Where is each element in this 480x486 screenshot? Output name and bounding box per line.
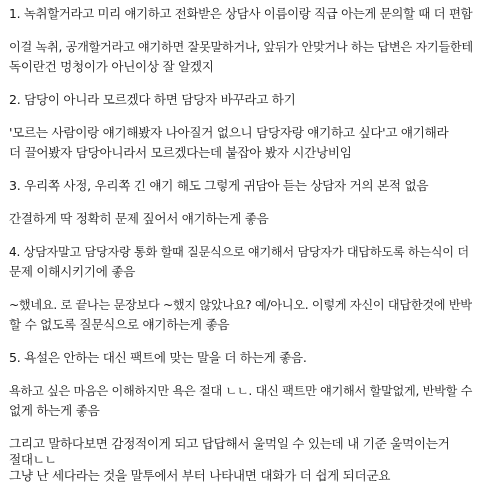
paragraph-10-line-2: 없게 하는게 좋음	[9, 403, 100, 418]
paragraph-4-line-2: 더 끌어봤자 담당아니라서 모르겠다는데 붙잡아 봤자 시간낭비임	[9, 145, 352, 160]
paragraph-9-line-1: 5. 욕설은 안하는 대신 팩트에 맞는 말을 더 하는게 좋음.	[9, 350, 307, 365]
paragraph-2-line-2: 독이란건 멍청이가 아닌이상 잘 알겠지	[9, 59, 214, 74]
paragraph-10-line-1: 욕하고 싶은 마음은 이해하지만 욕은 절대 ㄴㄴ. 대신 팩트만 얘기해서 할말없게, 반박할 수	[9, 384, 473, 398]
paragraph-2-line-1: 이걸 녹취, 공개할거라고 얘기하면 잘못말하거나, 앞뒤가 안맞거나 하는 답변은 자기들한테	[9, 40, 473, 54]
paragraph-11-line-3: 그냥 난 세다라는 것을 말투에서 부터 나타내면 대화가 더 쉽게 되더군요	[9, 468, 391, 483]
paragraph-11-line-1: 그리고 말하다보면 감정적이게 되고 답답해서 울먹일 수 있는데 내 기준 울먹이는거	[9, 436, 450, 451]
paragraph-8-line-2: 할 수 없도록 질문식으로 얘기하는게 좋음	[9, 317, 230, 332]
paragraph-11-line-2: 절대ㄴㄴ	[9, 452, 57, 467]
paragraph-7-line-2: 문제 이해시키기에 좋음	[9, 264, 136, 279]
paragraph-8-line-1: ~했네요. 로 끝나는 문장보다 ~했지 않았나요? 예/아니오. 이렇게 자신이 대답한것에 반박	[9, 298, 472, 312]
paragraph-6-line-1: 간결하게 딱 정확히 문제 짚어서 얘기하는게 좋음	[9, 211, 269, 226]
paragraph-5-line-1: 3. 우리쪽 사정, 우리쪽 긴 얘기 해도 그렇게 귀담아 듣는 상담자 거의 본적 없음	[9, 178, 429, 193]
paragraph-4-line-1: '모르는 사람이랑 얘기해봤자 나아질거 없으니 담당자랑 얘기하고 싶다'고 얘기해라	[9, 125, 449, 140]
paragraph-7-line-1: 4. 상담자말고 담당자랑 통화 할때 질문식으로 얘기해서 담당자가 대답하도록 하는식이 더	[9, 245, 469, 259]
paragraph-1-line-1: 1. 녹취할거라고 미리 얘기하고 전화받은 상담사 이름이랑 직급 아는게 문의할 때 더 편함	[9, 6, 473, 21]
paragraph-3-line-1: 2. 담당이 아니라 모르겠다 하면 담당자 바꾸라고 하기	[9, 92, 296, 107]
